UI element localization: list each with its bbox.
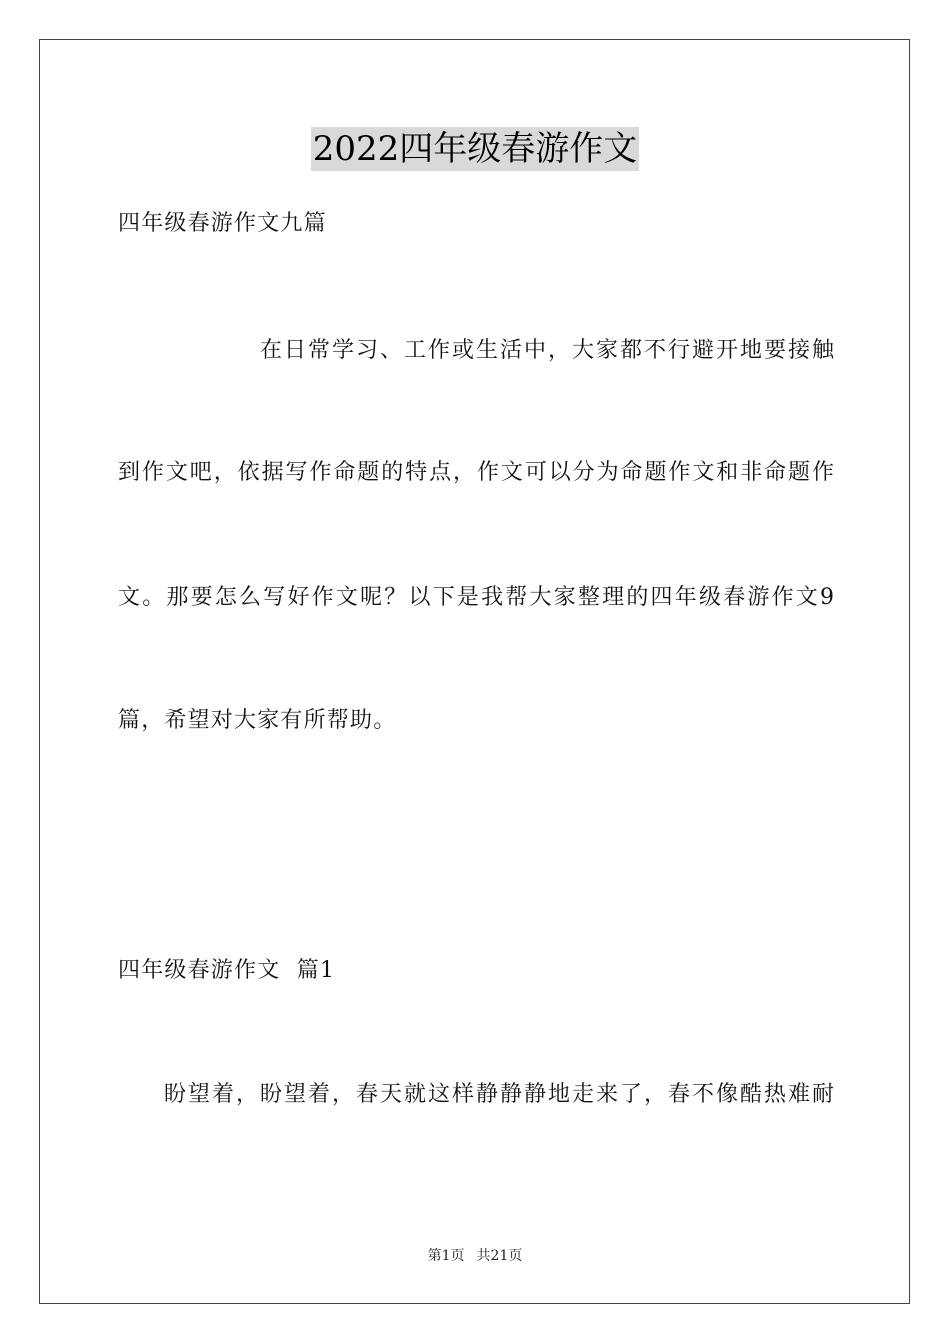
- section-first-line: 盼望着，盼望着，春天就这样静静静地走来了，春不像酷热难耐: [164, 1082, 834, 1107]
- page-footer: [0, 1246, 950, 1266]
- document-subtitle: 四年级春游作文九篇: [118, 211, 327, 236]
- intro-line-4: 篇，希望对大家有所帮助。: [118, 708, 397, 733]
- page-number: 第1页: [427, 1248, 465, 1264]
- intro-line-2: 到作文吧，依据写作命题的特点，作文可以分为命题作文和非命题作: [118, 460, 834, 485]
- section-heading: 四年级春游作文 篇1: [118, 958, 336, 983]
- total-pages: 共21页: [476, 1248, 523, 1264]
- intro-line-3: 文。那要怎么写好作文呢？以下是我帮大家整理的四年级春游作文9: [118, 585, 834, 610]
- title-wrap: [0, 127, 950, 171]
- document-title: 2022四年级春游作文: [312, 129, 638, 169]
- intro-line-1: 在日常学习、工作或生活中，大家都不行避开地要接触: [260, 338, 834, 363]
